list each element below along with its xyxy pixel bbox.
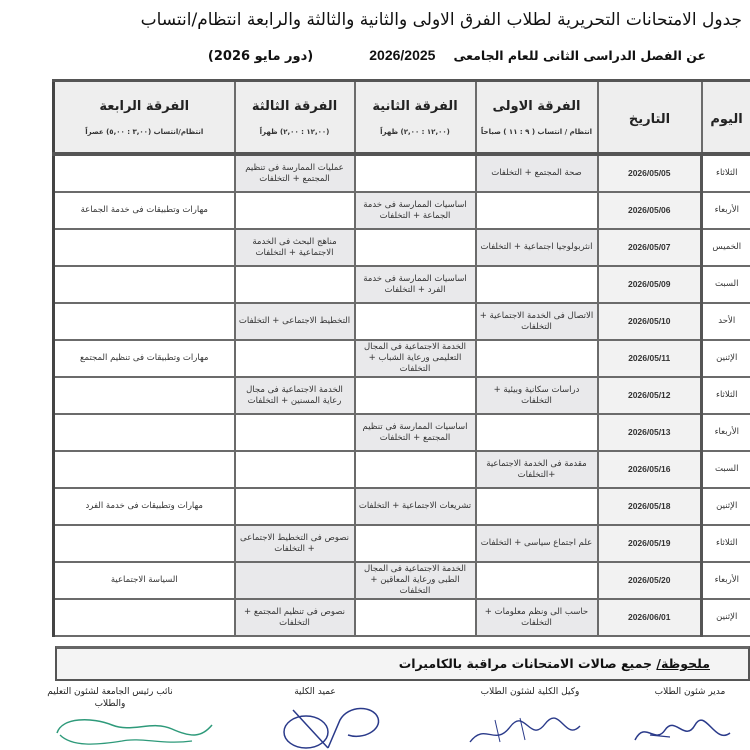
- cell-group3: الخدمة الاجتماعية فى مجال رعاية المسنين + التخلفات: [235, 377, 355, 414]
- exam-schedule-table: [52, 79, 750, 637]
- signature-scribble-icon: [465, 712, 585, 750]
- group4-label: الفرقة الرابعة: [99, 98, 190, 114]
- table-row: [54, 377, 750, 414]
- signature-title: نائب رئيس الجامعة لشئون التعليم والطلاب: [47, 687, 173, 709]
- cell-day: الأربعاء: [702, 562, 750, 599]
- cell-group1: [476, 340, 598, 377]
- header-group2: [355, 81, 476, 155]
- group1-time: انتظام / انتساب ( ٩ : ١١ ) صباحاً: [480, 127, 593, 136]
- cell-group1: [476, 562, 598, 599]
- table-row: [54, 266, 750, 303]
- cell-day: الإثنين: [702, 340, 750, 377]
- cell-group3: [235, 414, 355, 451]
- cell-day: السبت: [702, 266, 750, 303]
- academic-year: 2026/2025: [369, 47, 436, 63]
- cell-group2: [355, 377, 476, 414]
- cell-date: 2026/05/20: [598, 562, 702, 599]
- cell-group1: علم اجتماع سياسى + التخلفات: [476, 525, 598, 562]
- cell-group2: [355, 303, 476, 340]
- cell-date: 2026/06/01: [598, 599, 702, 636]
- signature-scribble-icon: [278, 700, 388, 750]
- cell-date: 2026/05/06: [598, 192, 702, 229]
- header-group4: [54, 81, 235, 155]
- cell-day: الإثنين: [702, 599, 750, 636]
- signature-block-dean: [275, 686, 355, 698]
- cell-group2: تشريعات الاجتماعية + التخلفات: [355, 488, 476, 525]
- cell-group1: الاتصال فى الخدمة الاجتماعية + التخلفات: [476, 303, 598, 340]
- cell-group3: [235, 266, 355, 303]
- cell-date: 2026/05/10: [598, 303, 702, 340]
- cell-day: الثلاثاء: [702, 377, 750, 414]
- cell-group1: دراسات سكانية وبيئية + التخلفات: [476, 377, 598, 414]
- document-subtitle: [208, 47, 706, 64]
- cell-group3: نصوص فى تنظيم المجتمع + التخلفات: [235, 599, 355, 636]
- cell-group4: [54, 303, 235, 340]
- exam-round: (دور مايو 2026): [207, 49, 314, 64]
- cell-group3: [235, 488, 355, 525]
- signature-title: مدير شئون الطلاب: [654, 687, 726, 697]
- table-row: [54, 340, 750, 377]
- signature-scribble-icon: [52, 715, 222, 750]
- cell-group3: [235, 340, 355, 377]
- cell-group1: [476, 488, 598, 525]
- table-row: [54, 562, 750, 599]
- cell-group2: [355, 451, 476, 488]
- cell-group4: السياسة الاجتماعية: [54, 562, 235, 599]
- table-header-row: [54, 81, 750, 155]
- signature-scribble-icon: [630, 715, 740, 750]
- group2-label: الفرقة الثانية: [372, 98, 458, 114]
- cell-date: 2026/05/19: [598, 525, 702, 562]
- cell-group3: [235, 192, 355, 229]
- cell-group2: [355, 525, 476, 562]
- header-day: اليوم: [702, 81, 750, 155]
- cell-group3: عمليات الممارسة فى تنظيم المجتمع + التخلفات: [235, 154, 355, 192]
- cell-group4: [54, 525, 235, 562]
- cell-day: الثلاثاء: [702, 154, 750, 192]
- group3-label: الفرقة الثالثة: [251, 98, 338, 114]
- cell-group2: اساسيات الممارسة فى تنظيم المجتمع + التخلفات: [355, 414, 476, 451]
- cell-group1: انثربولوجيا اجتماعية + التخلفات: [476, 229, 598, 266]
- signature-block-university-vp: [40, 686, 180, 710]
- table-row: [54, 488, 750, 525]
- semester-label: عن الفصل الدراسى الثانى للعام الجامعى: [453, 48, 706, 63]
- table-row: [54, 229, 750, 266]
- cell-day: الإثنين: [702, 488, 750, 525]
- table-row: [54, 192, 750, 229]
- cell-date: 2026/05/05: [598, 154, 702, 192]
- header-date: التاريخ: [598, 81, 702, 155]
- cell-group2: [355, 599, 476, 636]
- cell-group4: [54, 451, 235, 488]
- table-row: [54, 414, 750, 451]
- cell-group3: التخطيط الاجتماعى + التخلفات: [235, 303, 355, 340]
- cell-group2: الخدمة الاجتماعية فى المجال الطبى ورعاية المعاقين + التخلفات: [355, 562, 476, 599]
- signature-block-student-affairs-director: [640, 686, 740, 698]
- cell-day: الخميس: [702, 229, 750, 266]
- cell-group2: اساسيات الممارسة فى خدمة الفرد + التخلفات: [355, 266, 476, 303]
- cell-group4: [54, 377, 235, 414]
- table-row: [54, 525, 750, 562]
- cell-day: الأربعاء: [702, 414, 750, 451]
- cell-group1: [476, 414, 598, 451]
- cell-group2: [355, 154, 476, 192]
- cell-group2: اساسيات الممارسة فى خدمة الجماعة + التخلفات: [355, 192, 476, 229]
- signature-title: وكيل الكلية لشئون الطلاب: [480, 687, 580, 697]
- cell-group3: نصوص فى التخطيط الاجتماعى + التخلفات: [235, 525, 355, 562]
- header-group1: [476, 81, 598, 155]
- cell-group3: [235, 562, 355, 599]
- cell-date: 2026/05/12: [598, 377, 702, 414]
- cell-group4: [54, 229, 235, 266]
- table-body: [54, 154, 750, 636]
- group2-time: (١٢,٠٠ : ٢,٠٠) ظهراً: [380, 127, 450, 136]
- cell-group4: [54, 266, 235, 303]
- note-text: جميع صالات الامتحانات مراقبة بالكاميرات: [398, 656, 657, 671]
- signature-title: عميد الكلية: [294, 687, 336, 697]
- table-row: [54, 451, 750, 488]
- cell-date: 2026/05/11: [598, 340, 702, 377]
- table-row: [54, 303, 750, 340]
- group1-label: الفرقة الاولى: [492, 98, 581, 114]
- cell-group2: الخدمة الاجتماعية فى المجال التعليمى ورعاية الشباب + التخلفات: [355, 340, 476, 377]
- cell-group4: [54, 154, 235, 192]
- cell-date: 2026/05/18: [598, 488, 702, 525]
- document-title: جدول الامتحانات التحريرية لطلاب الفرق الاولى والثانية والثالثة والرابعة انتظام/انتساب: [140, 10, 742, 30]
- cell-group1: صحة المجتمع + التخلفات: [476, 154, 598, 192]
- cell-group4: مهارات وتطبيقات فى تنظيم المجتمع: [54, 340, 235, 377]
- group3-time: (١٢,٠٠ : ٢,٠٠) ظهراً: [259, 127, 330, 136]
- cell-group1: [476, 192, 598, 229]
- table-row: [54, 154, 750, 192]
- cell-date: 2026/05/16: [598, 451, 702, 488]
- cell-group1: حاسب الى ونظم معلومات + التخلفات: [476, 599, 598, 636]
- cell-group4: مهارات وتطبيقات فى خدمة الجماعة: [54, 192, 235, 229]
- cell-group4: مهارات وتطبيقات فى خدمة الفرد: [54, 488, 235, 525]
- cell-group4: [54, 414, 235, 451]
- cell-date: 2026/05/09: [598, 266, 702, 303]
- note-label: ملحوظة/: [656, 656, 710, 671]
- header-group3: [235, 81, 355, 155]
- cell-group4: [54, 599, 235, 636]
- cell-date: 2026/05/13: [598, 414, 702, 451]
- cell-group2: [355, 229, 476, 266]
- cell-day: السبت: [702, 451, 750, 488]
- cell-group3: [235, 451, 355, 488]
- cell-day: الثلاثاء: [702, 525, 750, 562]
- group4-time: انتظام/انتساب (٣,٠٠ : ٥,٠٠) عصراً: [85, 127, 204, 136]
- signature-block-vice-dean: [460, 686, 600, 698]
- exam-note: [55, 646, 750, 681]
- cell-date: 2026/05/07: [598, 229, 702, 266]
- cell-day: الأربعاء: [702, 192, 750, 229]
- cell-group1: [476, 266, 598, 303]
- cell-group3: مناهج البحث فى الخدمة الاجتماعية + التخلفات: [235, 229, 355, 266]
- cell-group1: مقدمة فى الخدمة الاجتماعية +التخلفات: [476, 451, 598, 488]
- table-row: [54, 599, 750, 636]
- cell-day: الأحد: [702, 303, 750, 340]
